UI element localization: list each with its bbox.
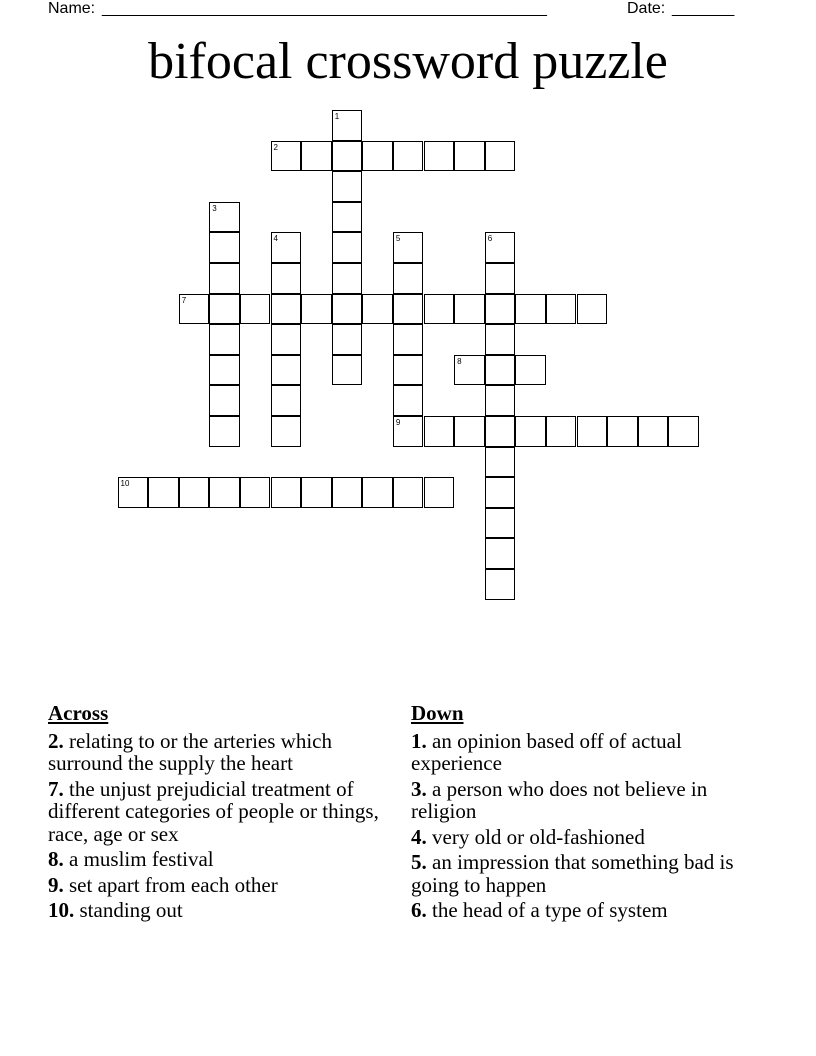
clue-text: set apart from each other bbox=[63, 872, 278, 897]
across-clue bbox=[48, 848, 408, 871]
grid-cell[interactable] bbox=[209, 416, 240, 447]
grid-cell[interactable] bbox=[577, 294, 608, 325]
grid-cell[interactable] bbox=[209, 232, 240, 263]
grid-cell[interactable] bbox=[362, 294, 393, 325]
grid-cell[interactable] bbox=[485, 538, 516, 569]
grid-cell[interactable] bbox=[454, 141, 485, 172]
across-clue bbox=[48, 899, 408, 922]
across-clue bbox=[48, 778, 408, 846]
grid-cell[interactable] bbox=[668, 416, 699, 447]
down-clues bbox=[411, 702, 771, 925]
grid-cell[interactable] bbox=[485, 385, 516, 416]
grid-cell[interactable] bbox=[209, 324, 240, 355]
grid-cell[interactable] bbox=[393, 324, 424, 355]
grid-cell[interactable] bbox=[301, 294, 332, 325]
grid-cell[interactable] bbox=[515, 355, 546, 386]
grid-cell[interactable] bbox=[485, 263, 516, 294]
grid-cell[interactable] bbox=[271, 355, 302, 386]
grid-cell[interactable] bbox=[271, 416, 302, 447]
grid-cell[interactable] bbox=[332, 477, 363, 508]
clue-number-label: 7 bbox=[181, 295, 187, 305]
grid-cell[interactable] bbox=[271, 232, 302, 263]
grid-cell[interactable] bbox=[424, 416, 455, 447]
grid-cell[interactable] bbox=[485, 416, 516, 447]
across-clues bbox=[48, 702, 408, 925]
grid-cell[interactable] bbox=[638, 416, 669, 447]
clue-text: standing out bbox=[74, 898, 183, 922]
down-clue bbox=[411, 730, 771, 775]
across-clue bbox=[48, 730, 408, 775]
grid-cell[interactable] bbox=[485, 447, 516, 478]
grid-cell[interactable] bbox=[301, 141, 332, 172]
down-clue bbox=[411, 899, 771, 922]
clue-number-label: 8 bbox=[457, 356, 462, 366]
clue-number-label: 6 bbox=[487, 234, 493, 244]
grid-cell[interactable] bbox=[332, 294, 363, 325]
clue-text: the unjust prejudicial treatment of different categories of people or things, race, age or sex bbox=[48, 776, 379, 846]
grid-cell[interactable] bbox=[179, 294, 210, 325]
grid-cell[interactable] bbox=[148, 477, 179, 508]
grid-cell[interactable] bbox=[332, 324, 363, 355]
across-clue bbox=[48, 874, 408, 897]
clue-number-label: 3 bbox=[212, 203, 217, 213]
clue-number: 9. bbox=[48, 872, 64, 897]
grid-cell[interactable] bbox=[485, 508, 516, 539]
grid-cell[interactable] bbox=[240, 477, 271, 508]
grid-cell[interactable] bbox=[424, 294, 455, 325]
clue-number-label: 1 bbox=[334, 112, 340, 121]
clue-number: 2. bbox=[48, 728, 64, 753]
grid-cell[interactable] bbox=[485, 477, 516, 508]
grid-cell[interactable] bbox=[209, 294, 240, 325]
grid-cell[interactable] bbox=[485, 141, 516, 172]
grid-cell[interactable] bbox=[485, 294, 516, 325]
grid-cell[interactable] bbox=[362, 141, 393, 172]
grid-cell[interactable] bbox=[301, 477, 332, 508]
grid-cell[interactable] bbox=[271, 294, 302, 325]
clue-text: a muslim festival bbox=[63, 847, 214, 871]
grid-cell[interactable] bbox=[393, 385, 424, 416]
grid-cell[interactable] bbox=[485, 232, 516, 263]
grid-cell[interactable] bbox=[271, 263, 302, 294]
date-label: Date: bbox=[627, 0, 666, 17]
grid-cell[interactable] bbox=[118, 477, 149, 508]
grid-cell[interactable] bbox=[271, 324, 302, 355]
clue-number-label: 5 bbox=[395, 234, 401, 244]
down-clue bbox=[411, 778, 771, 823]
grid-cell[interactable] bbox=[179, 477, 210, 508]
grid-cell[interactable] bbox=[454, 355, 485, 386]
clue-text: very old or old-fashioned bbox=[426, 824, 645, 849]
grid-cell[interactable] bbox=[485, 355, 516, 386]
clue-number: 5. bbox=[411, 850, 427, 874]
grid-cell[interactable] bbox=[332, 110, 363, 141]
clue-number-label: 2 bbox=[273, 142, 278, 152]
grid-cell[interactable] bbox=[546, 416, 577, 447]
grid-cell[interactable] bbox=[424, 477, 455, 508]
grid-cell[interactable] bbox=[546, 294, 577, 325]
clue-number: 8. bbox=[48, 847, 64, 871]
grid-cell[interactable] bbox=[393, 477, 424, 508]
grid-cell[interactable] bbox=[515, 416, 546, 447]
clue-number-label: 10 bbox=[120, 479, 130, 489]
grid-cell[interactable] bbox=[485, 569, 516, 600]
clue-number: 1. bbox=[411, 728, 427, 753]
grid-cell[interactable] bbox=[454, 416, 485, 447]
grid-cell[interactable] bbox=[209, 477, 240, 508]
name-blank[interactable]: __________________________________________________ bbox=[102, 0, 547, 17]
clue-text: a person who does not believe in religion bbox=[411, 776, 708, 823]
down-clue bbox=[411, 851, 771, 896]
grid-cell[interactable] bbox=[362, 477, 393, 508]
grid-cell[interactable] bbox=[393, 232, 424, 263]
clue-number: 10. bbox=[48, 898, 75, 922]
clue-number-label: 4 bbox=[273, 234, 278, 244]
grid-cell[interactable] bbox=[607, 416, 638, 447]
grid-cell[interactable] bbox=[271, 141, 302, 172]
grid-cell[interactable] bbox=[271, 477, 302, 508]
grid-cell[interactable] bbox=[332, 232, 363, 263]
grid-cell[interactable] bbox=[332, 263, 363, 294]
grid-cell[interactable] bbox=[393, 294, 424, 325]
page-title: bifocal crossword puzzle bbox=[148, 33, 668, 90]
clue-text: an impression that something bad is going to happen bbox=[411, 850, 734, 897]
down-clue bbox=[411, 826, 771, 849]
grid-cell[interactable] bbox=[209, 385, 240, 416]
clue-number-label: 9 bbox=[395, 418, 401, 427]
across-heading: Across bbox=[48, 701, 109, 725]
clue-number: 4. bbox=[411, 824, 427, 849]
grid-cell[interactable] bbox=[577, 416, 608, 447]
clue-text: relating to or the arteries which surround the supply the heart bbox=[48, 728, 332, 775]
grid-cell[interactable] bbox=[209, 263, 240, 294]
grid-cell[interactable] bbox=[485, 324, 516, 355]
grid-cell[interactable] bbox=[332, 202, 363, 233]
name-label: Name: bbox=[48, 0, 96, 17]
down-heading: Down bbox=[411, 701, 464, 725]
clue-text: the head of a type of system bbox=[426, 898, 668, 922]
grid-cell[interactable] bbox=[393, 416, 424, 447]
grid-cell[interactable] bbox=[454, 294, 485, 325]
grid-cell[interactable] bbox=[424, 141, 455, 172]
clue-number: 3. bbox=[411, 776, 427, 801]
grid-cell[interactable] bbox=[393, 141, 424, 172]
grid-cell[interactable] bbox=[515, 294, 546, 325]
date-blank[interactable]: _______ bbox=[672, 0, 735, 17]
grid-cell[interactable] bbox=[240, 294, 271, 325]
grid-cell[interactable] bbox=[332, 141, 363, 172]
grid-cell[interactable] bbox=[271, 385, 302, 416]
grid-cell[interactable] bbox=[332, 171, 363, 202]
clue-text: an opinion based off of actual experience bbox=[411, 728, 682, 775]
grid-cell[interactable] bbox=[393, 263, 424, 294]
grid-cell[interactable] bbox=[332, 355, 363, 386]
clue-number: 7. bbox=[48, 776, 64, 801]
grid-cell[interactable] bbox=[209, 355, 240, 386]
grid-cell[interactable] bbox=[393, 355, 424, 386]
clue-number: 6. bbox=[411, 898, 427, 922]
grid-cell[interactable] bbox=[209, 202, 240, 233]
